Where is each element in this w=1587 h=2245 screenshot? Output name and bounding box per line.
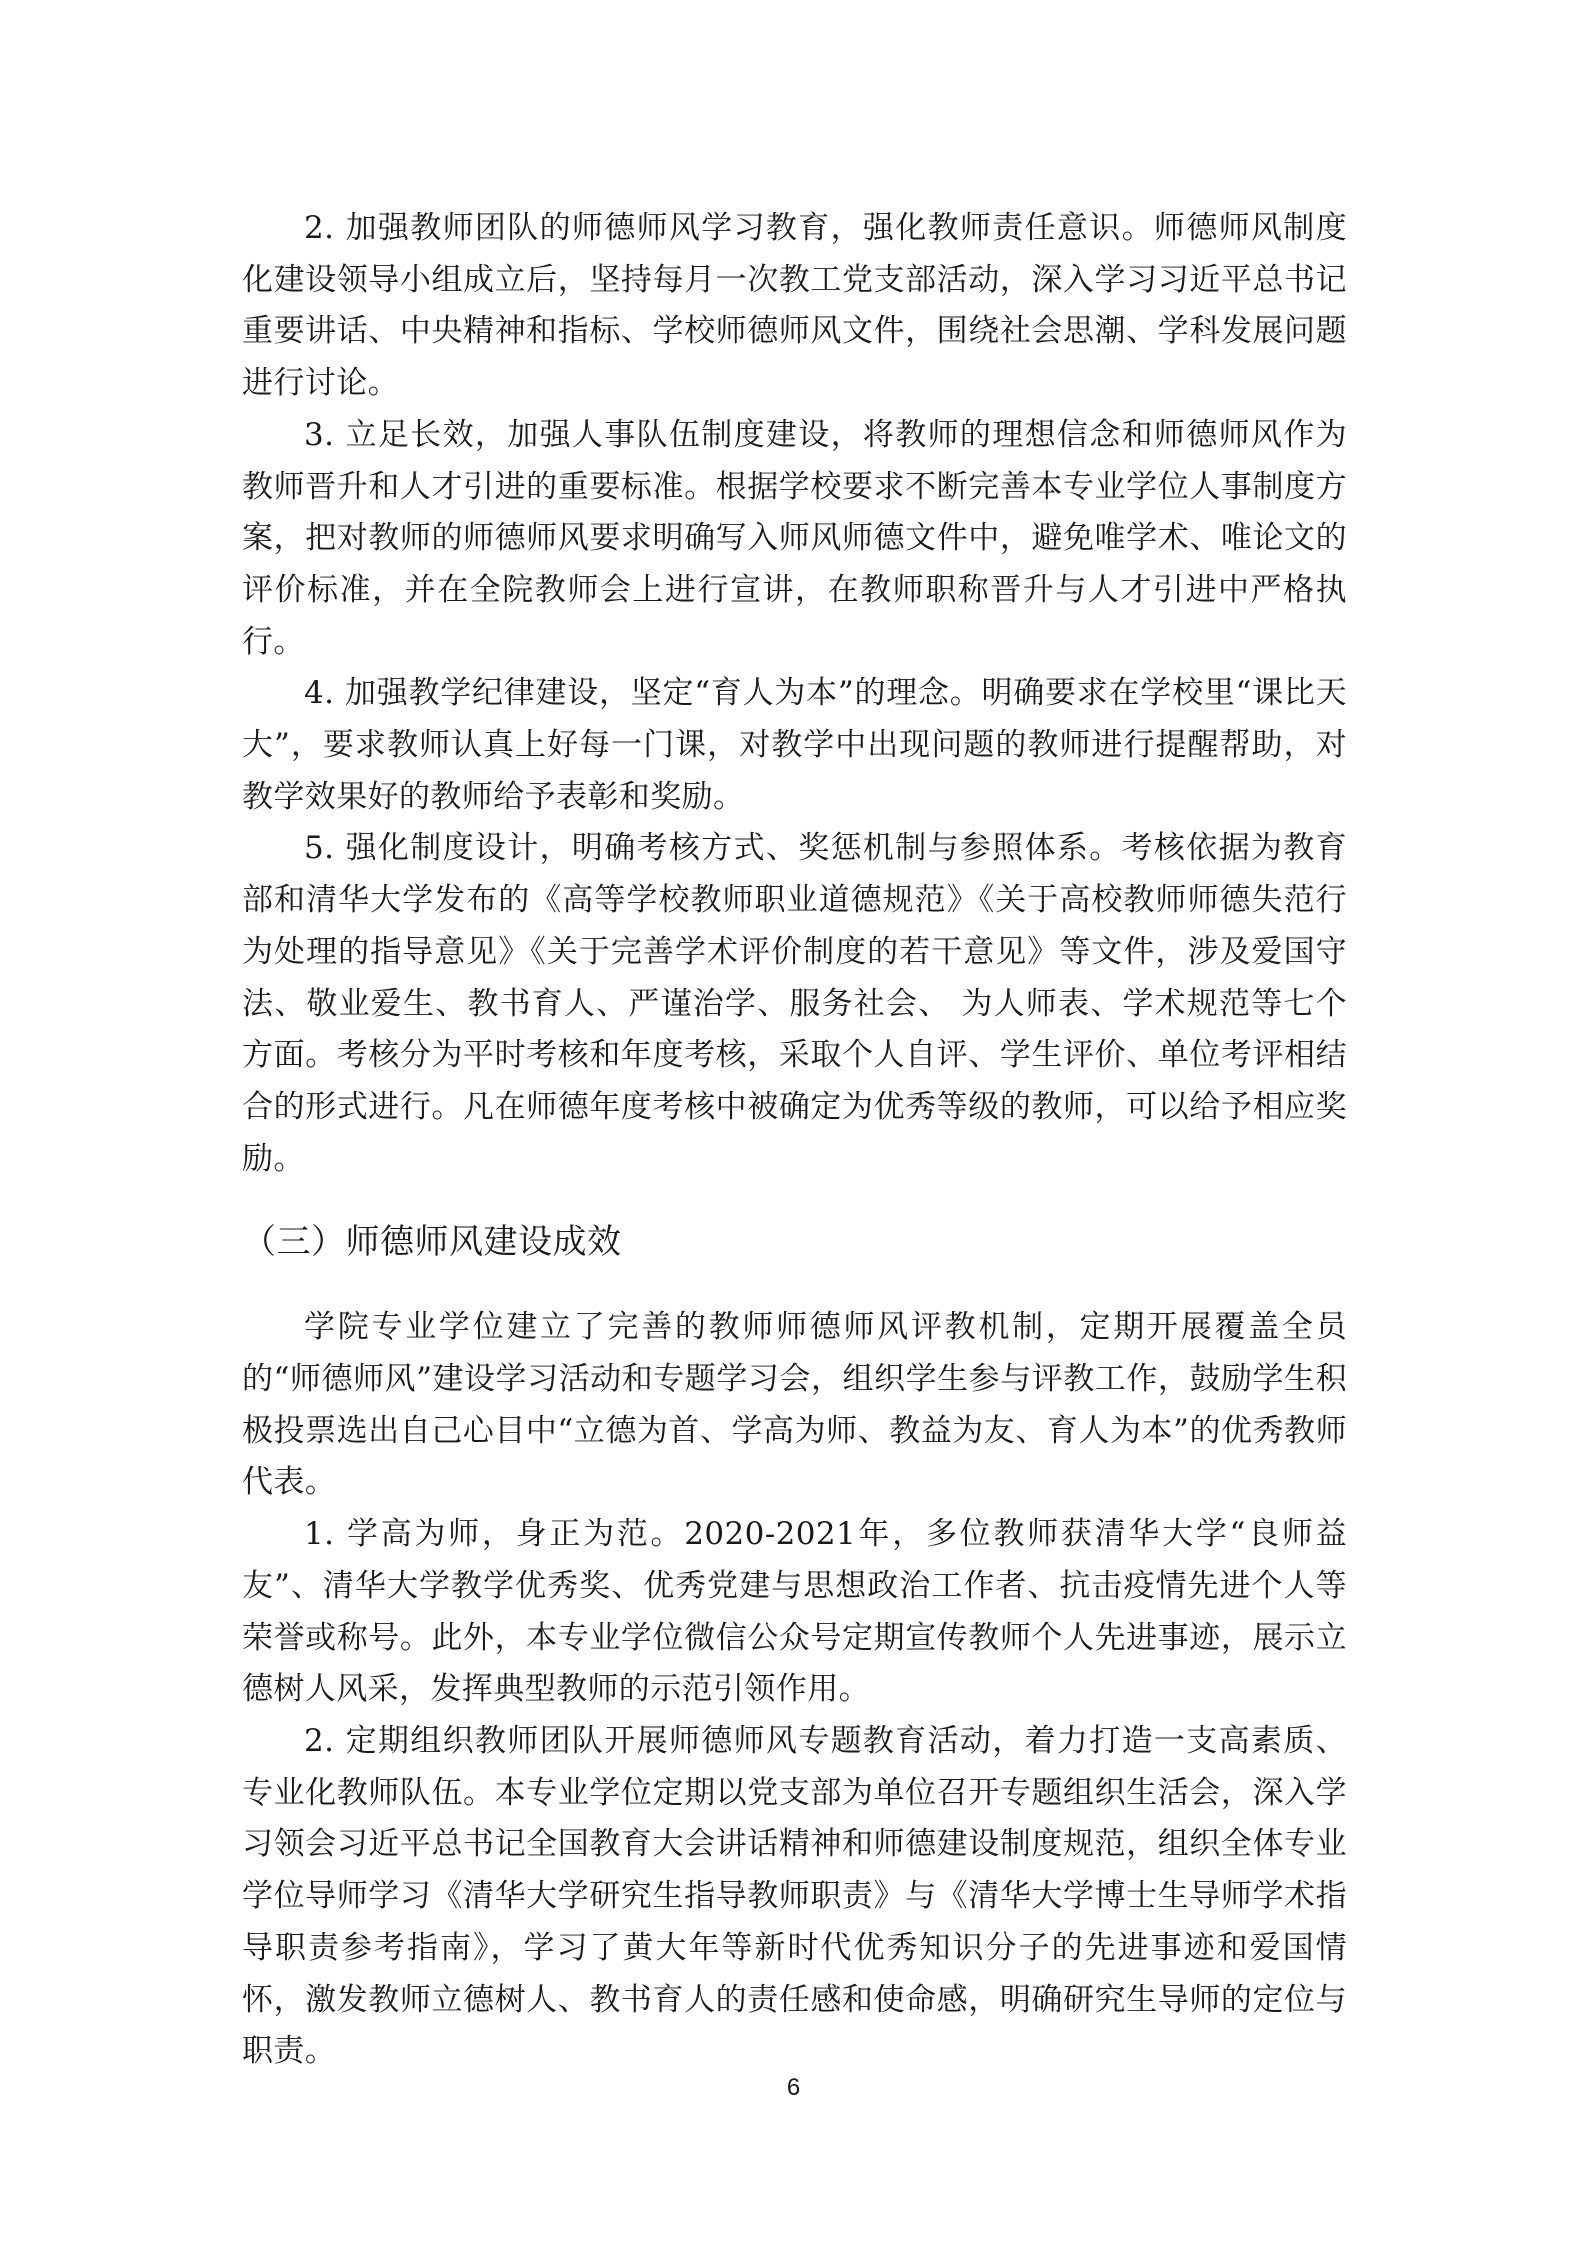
paragraph-item-4: 4. 加强教学纪律建设，坚定“育人为本”的理念。明确要求在学校里“课比天大”，要求教师认真上好每一门课，对教学中出现问题的教师进行提醒帮助，对教学效果好的教师给予表彰和奖励。 [242,675,1347,815]
paragraph-result-2: 2. 定期组织教师团队开展师德师风专题教育活动，着力打造一支高素质、专业化教师队伍。本专业学位定期以党支部为单位召开专题组织生活会，深入学习领会习近平总书记全国教育大会讲话精神和师德建设制度规范，组织全体专业学位导师学习《清华大学研究生指导教师职责》与《清华大学博士生导师学术指导职责参考指南》，学习了黄大年等新时代优秀知识分子的先进事迹和爱国情怀，激发教师立德树人、教书育人的责任感和使命感，明确研究生导师的定位与职责。 [242,1722,1347,2070]
section-intro-paragraph: 学院专业学位建立了完善的教师师德师风评教机制，定期开展覆盖全员的“师德师风”建设学习活动和专题学习会，组织学生参与评教工作，鼓励学生积极投票选出自己心目中“立德为首、学高为师、教益为友、育人为本”的优秀教师代表。 [242,1309,1347,1501]
page-content [242,203,1347,2078]
paragraph-item-5: 5. 强化制度设计，明确考核方式、奖惩机制与参照体系。考核依据为教育部和清华大学发布的《高等学校教师职业道德规范》《关于高校教师师德失范行为处理的指导意见》《关于完善学术评价制度的若干意见》等文件，涉及爱国守法、敬业爱生、教书育人、严谨治学、服务社会、 为人师表、学术规范等七个方面。考核分为平时考核和年度考核，采取个人自评、学生评价、单位考评相结合的形式进行。凡在师德年度考核中被确定为优秀等级的教师，可以给予相应奖励。 [242,830,1347,1177]
paragraph-result-1: 1. 学高为师，身正为范。2020-2021年，多位教师获清华大学“良师益友”、清华大学教学优秀奖、优秀党建与思想政治工作者、抗击疫情先进个人等荣誉或称号。此外，本专业学位微信公众号定期宣传教师个人先进事迹，展示立德树人风采，发挥典型教师的示范引领作用。 [242,1516,1347,1708]
page-number: 6 [786,2074,801,2101]
paragraph-item-3: 3. 立足长效，加强人事队伍制度建设，将教师的理想信念和师德师风作为教师晋升和人才引进的重要标准。根据学校要求不断完善本专业学位人事制度方案，把对教师的师德师风要求明确写入师风师德文件中，避免唯学术、唯论文的评价标准，并在全院教师会上进行宣讲，在教师职称晋升与人才引进中严格执行。 [242,416,1347,660]
section-heading: （三）师德师风建设成效 [242,1222,622,1263]
paragraph-item-2: 2. 加强教师团队的师德师风学习教育，强化教师责任意识。师德师风制度化建设领导小组成立后，坚持每月一次教工党支部活动，深入学习习近平总书记重要讲话、中央精神和指标、学校师德师风文件，围绕社会思潮、学科发展问题进行讨论。 [242,210,1347,402]
